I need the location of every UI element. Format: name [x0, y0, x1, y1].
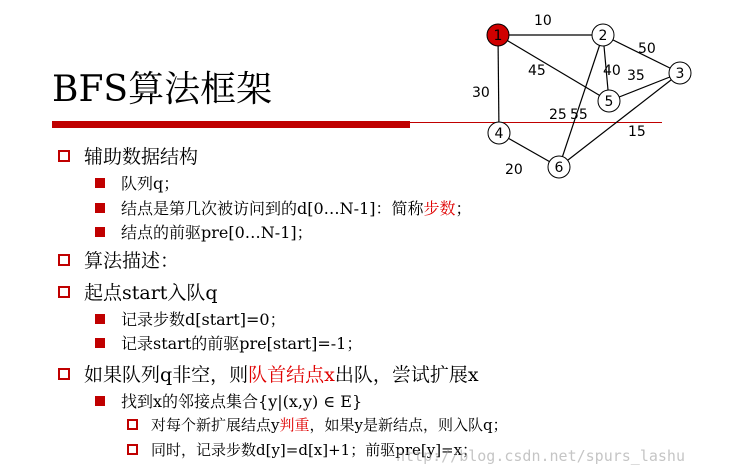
- bullet-item-1: [58, 142, 198, 169]
- graph-node-2: [592, 24, 614, 46]
- sub-item-1-2-text-a: 结点是第几次被访问到的d[0…N-1]：简称: [121, 199, 424, 218]
- edge-label-15: 15: [628, 124, 646, 140]
- watermark: http://blog.csdn.net/spurs_lashu: [396, 447, 685, 465]
- sub-item-3-1-text: 记录步数d[start]=0；: [121, 310, 286, 329]
- edge-label-20: 20: [505, 162, 523, 178]
- graph-node-4: [488, 122, 510, 144]
- sub-sub-item-4-1-1-text-a: 对每个新扩展结点y: [151, 416, 280, 434]
- bullet-item-4-text-b: 出队，尝试扩展x: [334, 364, 479, 386]
- edge-label-10: 10: [534, 13, 552, 29]
- edge-label-45: 45: [528, 63, 546, 79]
- graph-node-5: [598, 90, 620, 112]
- svg-text:3: 3: [675, 66, 685, 82]
- sub-item-3-1: [95, 307, 286, 330]
- filled-square-bullet-icon: [95, 227, 105, 237]
- hollow-square-bullet-icon: [127, 444, 138, 455]
- hollow-square-bullet-icon: [58, 150, 70, 162]
- bullet-item-3-text: 起点start入队q: [84, 282, 218, 304]
- sub-item-1-2-text-b: ；: [455, 199, 472, 218]
- bullet-item-4-highlight: 队首结点x: [248, 364, 335, 386]
- sub-item-1-3-text: 结点的前驱pre[0…N-1]；: [121, 223, 313, 242]
- edge-label-35: 35: [627, 68, 645, 84]
- sub-item-4-1-text: 找到x的邻接点集合{y|(x,y) ∈ E}: [121, 392, 363, 411]
- svg-text:5: 5: [604, 94, 614, 110]
- sub-sub-item-4-1-2-text: 同时，记录步数d[y]=d[x]+1；前驱pre[y]=x；: [151, 441, 478, 459]
- hollow-square-bullet-icon: [58, 254, 70, 266]
- edge-label-25: 25: [549, 107, 567, 123]
- sub-item-1-1-text: 队列q；: [121, 174, 180, 193]
- sub-item-1-3: [95, 220, 313, 243]
- graph-node-3: [669, 62, 691, 84]
- sub-item-1-2-highlight: 步数: [423, 199, 456, 218]
- edge-label-30: 30: [472, 85, 490, 101]
- hollow-square-bullet-icon: [58, 286, 70, 298]
- bullet-item-4: [58, 360, 479, 387]
- edge-label-40: 40: [603, 63, 621, 79]
- svg-text:1: 1: [493, 28, 503, 44]
- graph-diagram: [462, 6, 702, 186]
- svg-text:6: 6: [554, 160, 564, 176]
- graph-node-6: [548, 156, 570, 178]
- sub-sub-item-4-1-1: [127, 414, 508, 435]
- graph-node-1: [487, 24, 509, 46]
- sub-item-1-1: [95, 171, 179, 194]
- bullet-item-1-text: 辅助数据结构: [84, 146, 199, 168]
- filled-square-bullet-icon: [95, 338, 105, 348]
- hollow-square-bullet-icon: [58, 368, 70, 380]
- bullet-item-3: [58, 278, 218, 305]
- slide-title: BFS算法框架: [52, 69, 273, 110]
- svg-text:4: 4: [494, 126, 504, 142]
- sub-item-1-2: [95, 196, 472, 219]
- edge-label-55: 55: [570, 107, 588, 123]
- sub-item-3-2: [95, 331, 362, 354]
- filled-square-bullet-icon: [95, 314, 105, 324]
- sub-item-4-1: [95, 389, 362, 412]
- bullet-item-4-text-a: 如果队列q非空，则: [84, 364, 249, 386]
- edge-1-4: [498, 35, 499, 133]
- svg-text:2: 2: [598, 28, 608, 44]
- edge-6-2: [559, 35, 603, 167]
- filled-square-bullet-icon: [95, 203, 105, 213]
- sub-item-3-2-text: 记录start的前驱pre[start]=-1；: [121, 334, 363, 353]
- sub-sub-item-4-1-1-text-b: ，如果y是新结点，则入队q；: [309, 416, 508, 434]
- bullet-item-2-text: 算法描述：: [84, 250, 180, 272]
- title-underline-bar: [52, 121, 410, 128]
- hollow-square-bullet-icon: [127, 419, 138, 430]
- bullet-item-2: [58, 246, 179, 273]
- edge-label-50: 50: [638, 41, 656, 57]
- filled-square-bullet-icon: [95, 396, 105, 406]
- filled-square-bullet-icon: [95, 178, 105, 188]
- sub-sub-item-4-1-1-highlight: 判重: [279, 416, 310, 434]
